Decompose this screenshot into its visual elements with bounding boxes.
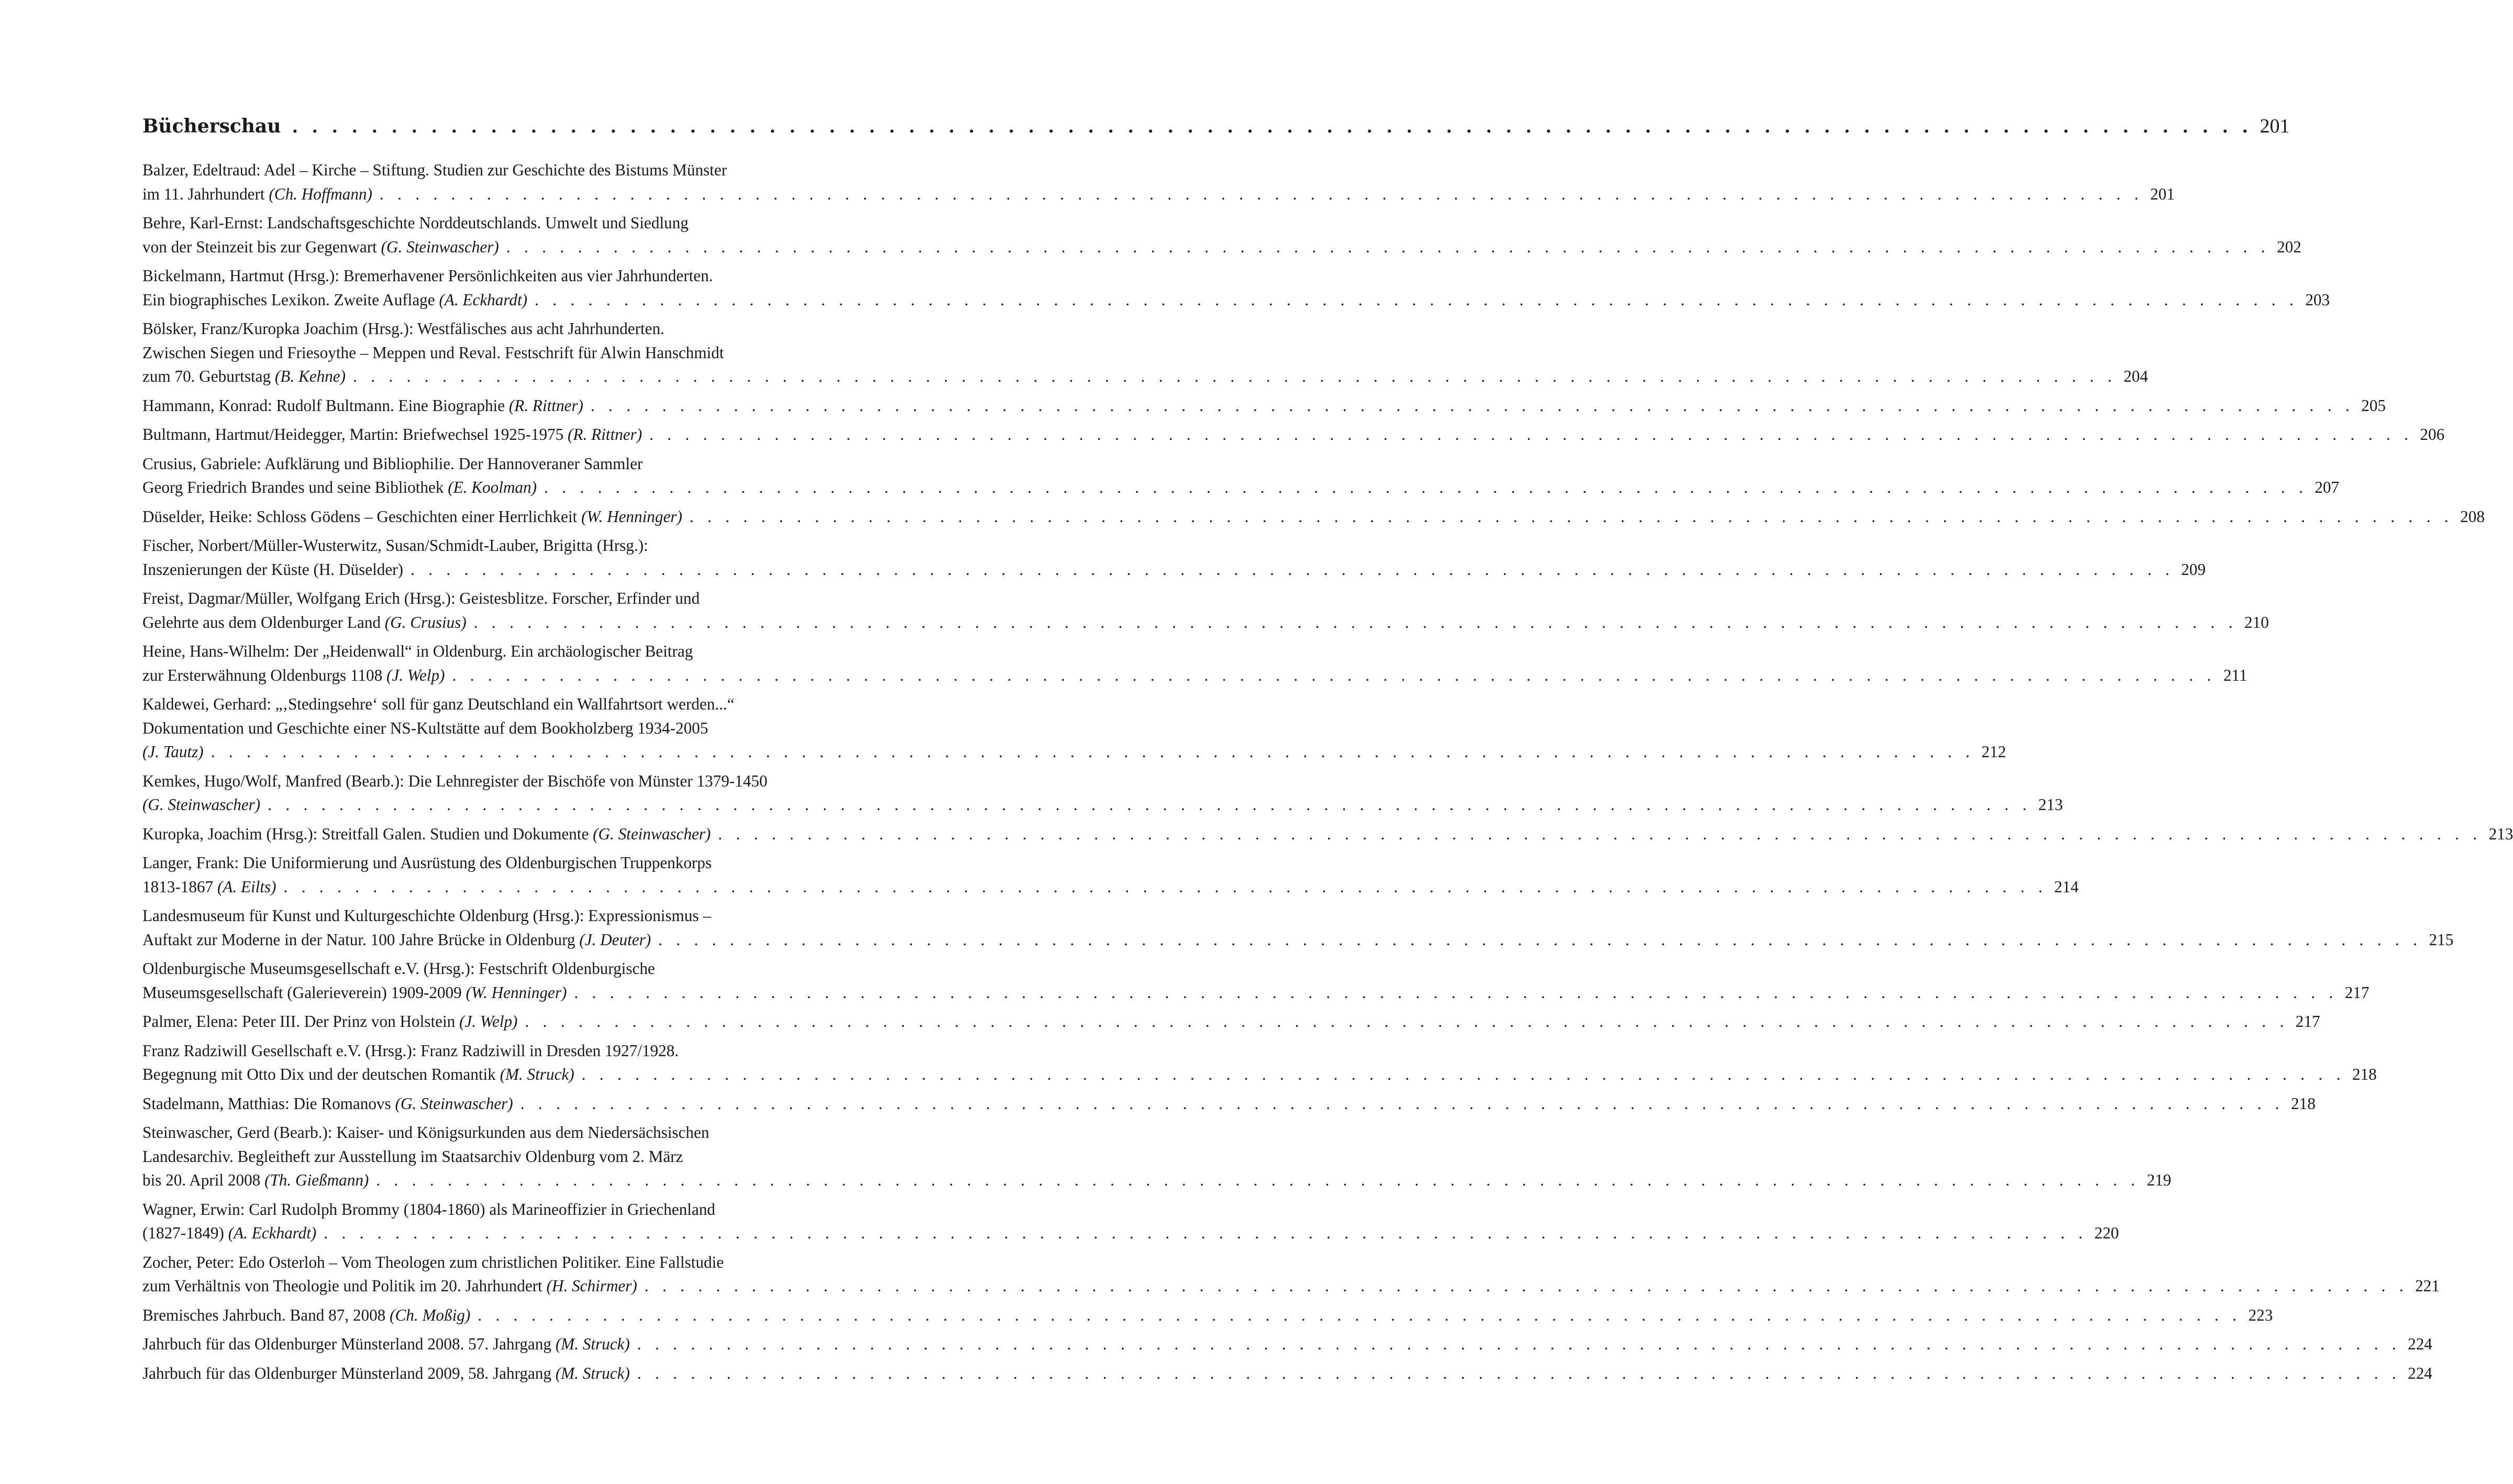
entry-last-line bbox=[142, 875, 2079, 899]
entry-last-line bbox=[142, 182, 2175, 206]
entry-last-line bbox=[142, 558, 2206, 582]
entry-last-line bbox=[142, 235, 2301, 259]
toc-entry bbox=[142, 1092, 2316, 1116]
entry-reviewer: (A. Eckhardt) bbox=[439, 290, 527, 309]
entry-reviewer: (G. Steinwascher) bbox=[381, 237, 499, 256]
entry-title-end: Bremisches Jahrbuch. Band 87, 2008 bbox=[142, 1305, 386, 1324]
entry-page-number: 213 bbox=[2038, 795, 2063, 814]
dot-leader: . . . . . . . . . . . . . . . . . . . . . . . . . . . . . . . . . . . . . . . . . . . . . . . . . . . . . . . . . . . . . . . . . . . . . . . . . . . . . . . . . . . . . . . . . . . . . . . . . . . bbox=[658, 930, 2422, 949]
dot-leader: . . . . . . . . . . . . . . . . . . . . . . . . . . . . . . . . . . . . . . . . . . . . . . . . . . . . . . . . . . . . . . . . . . . . . . . . . . . . . . . . . . . . . . . . . . . . . . . . . . . bbox=[644, 1277, 2408, 1295]
entry-page-number: 221 bbox=[2415, 1277, 2440, 1295]
entry-line: Heine, Hans-Wilhelm: Der „Heidenwall“ in Oldenburg. Ein archäologischer Beitrag bbox=[142, 642, 693, 660]
entry-page-number: 201 bbox=[2150, 184, 2175, 203]
section-heading bbox=[142, 115, 2290, 137]
entry-line: Crusius, Gabriele: Aufklärung und Bibliophilie. Der Hannoveraner Sammler bbox=[142, 454, 643, 473]
entry-text bbox=[142, 364, 346, 389]
entry-last-line bbox=[142, 1010, 2320, 1034]
entry-text bbox=[142, 1010, 517, 1034]
section-page-number: 201 bbox=[2260, 115, 2290, 137]
entry-reviewer: (B. Kehne) bbox=[274, 367, 346, 385]
entry-last-line bbox=[142, 981, 2370, 1005]
entry-reviewer: (J. Deuter) bbox=[579, 930, 651, 949]
entry-page-number: 217 bbox=[2295, 1012, 2320, 1031]
entry-reviewer: (J. Welp) bbox=[459, 1012, 518, 1031]
entry-reviewer: (G. Steinwascher) bbox=[395, 1094, 513, 1113]
entry-reviewer: (W. Henninger) bbox=[581, 507, 682, 526]
entry-text bbox=[142, 663, 445, 688]
entry-text bbox=[142, 740, 204, 764]
toc-entry bbox=[142, 1332, 2432, 1356]
entry-text bbox=[142, 475, 537, 500]
toc-entry bbox=[142, 1121, 2172, 1192]
entry-page-number: 203 bbox=[2305, 290, 2330, 309]
dot-leader: . . . . . . . . . . . . . . . . . . . . . . . . . . . . . . . . . . . . . . . . . . . . . . . . . . . . . . . . . . . . . . . . . . . . . . . . . . . . . . . . . . . . . . . . . . . . . . . . . . . bbox=[581, 1065, 2345, 1083]
entry-reviewer: (A. Eilts) bbox=[217, 877, 276, 896]
entry-text bbox=[142, 1274, 637, 1298]
entry-title-end: Jahrbuch für das Oldenburger Münsterland 2009, 58. Jahrgang bbox=[142, 1364, 551, 1382]
entry-reviewer: (A. Eckhardt) bbox=[228, 1224, 317, 1242]
entry-last-line bbox=[142, 394, 2386, 418]
toc-entry bbox=[142, 851, 2079, 899]
dot-leader: . . . . . . . . . . . . . . . . . . . . . . . . . . . . . . . . . . . . . . . . . . . . . . . . . . . . . . . . . . . . . . . . . . . . . . . . . . . . . . . . . . . . . . . . . . . . . . . . . . . bbox=[283, 877, 2047, 896]
entry-page-number: 224 bbox=[2408, 1335, 2432, 1353]
entry-line: Zocher, Peter: Edo Osterloh – Vom Theologen zum christlichen Politiker. Eine Fallstudie bbox=[142, 1253, 724, 1271]
entry-text bbox=[142, 235, 499, 259]
entry-last-line bbox=[142, 611, 2269, 635]
entry-reviewer: (J. Tautz) bbox=[142, 743, 204, 761]
entry-title-end: Stadelmann, Matthias: Die Romanovs bbox=[142, 1094, 391, 1113]
dot-leader: . . . . . . . . . . . . . . . . . . . . . . . . . . . . . . . . . . . . . . . . . . . . . . . . . . . . . . . . . . . . . . . . . . . . . . . . . . . . . . . . . . . . . . . . . . . . . . . . . . . bbox=[410, 560, 2175, 579]
dot-leader: . . . . . . . . . . . . . . . . . . . . . . . . . . . . . . . . . . . . . . . . . . . . . . . . . . . . . . . . . . . . . . . . . . . . . . . . . . . . . . . . . . . . . . . . . . . . . . . . . . . bbox=[478, 1305, 2242, 1324]
toc-entry bbox=[142, 394, 2386, 418]
entry-text bbox=[142, 875, 276, 899]
entry-reviewer: (G. Crusius) bbox=[384, 613, 467, 632]
toc-entry bbox=[142, 264, 2330, 312]
toc-entry bbox=[142, 1039, 2377, 1087]
entry-page-number: 215 bbox=[2429, 930, 2454, 949]
toc-entry bbox=[142, 639, 2248, 687]
dot-leader: . . . . . . . . . . . . . . . . . . . . . . . . . . . . . . . . . . . . . . . . . . . . . . . . . . . . . . . . . . . . . . . . . . . . . . . . . . . . . . . . . . . . . . . . . . . . . . . . . . . bbox=[637, 1335, 2401, 1353]
entry-last-line bbox=[142, 505, 2485, 529]
entry-title-end: Jahrbuch für das Oldenburger Münsterland 2008. 57. Jahrgang bbox=[142, 1335, 551, 1353]
section-title: Bücherschau bbox=[142, 115, 281, 137]
toc-entry bbox=[142, 158, 2175, 206]
entry-text bbox=[142, 793, 260, 817]
entry-reviewer: (R. Rittner) bbox=[568, 425, 643, 444]
entry-reviewer: (M. Struck) bbox=[555, 1364, 630, 1382]
toc-entry bbox=[142, 317, 2149, 389]
dot-leader: . . . . . . . . . . . . . . . . . . . . . . . . . . . . . . . . . . . . . . . . . . . . . . . . . . . . . . . . . . . . . . . . . . . . . . . . . . . . . . . . . . . . . . . . . . . . . . . . . . . bbox=[525, 1012, 2289, 1031]
dot-leader: . . . . . . . . . . . . . . . . . . . . . . . . . . . . . . . . . . . . . . . . . . . . . . . . . . . . . . . . . . . . . . . . . . . . . . . . . . . . . . . . . . . . . . . . . . . . . . . . . . . bbox=[590, 396, 2355, 415]
dot-leader: . . . . . . . . . . . . . . . . . . . . . . . . . . . . . . . . . . . . . . . . . . . . . . . . . . . . . . . . . . . . . . . . . . . . . . . . . . . . . . . . . . . . . . . . . . . . . . . . . . . bbox=[473, 613, 2238, 632]
entry-line: Zwischen Siegen und Friesoythe – Meppen und Reval. Festschrift für Alwin Hanschmidt bbox=[142, 343, 724, 362]
entry-line: Kemkes, Hugo/Wolf, Manfred (Bearb.): Die Lehnregister der Bischöfe von Münster 1379-1450 bbox=[142, 771, 768, 790]
toc-entry bbox=[142, 452, 2340, 500]
entry-line: Behre, Karl-Ernst: Landschaftsgeschichte Norddeutschlands. Umwelt und Siedlung bbox=[142, 214, 689, 232]
entry-reviewer: (Th. Gießmann) bbox=[264, 1171, 369, 1189]
entry-reviewer: (Ch. Moßig) bbox=[390, 1305, 471, 1324]
entry-last-line bbox=[142, 364, 2149, 389]
entry-line: Wagner, Erwin: Carl Rudolph Brommy (1804-1860) als Marineoffizier in Griechenland bbox=[142, 1200, 715, 1219]
dot-leader: . . . . . . . . . . . . . . . . . . . . . . . . . . . . . . . . . . . . . . . . . . . . . . . . . . . . . . . . . . . . . . . . . . . . . . . . . . . . . . . . . . . . . . . . . . . . . . . . . . . bbox=[649, 425, 2414, 444]
entry-text bbox=[142, 1303, 470, 1327]
entry-text bbox=[142, 288, 527, 312]
dot-leader: . . . . . . . . . . . . . . . . . . . . . . . . . . . . . . . . . . . . . . . . . . . . . . . . . . . . . . . . . . . . . . . . . . . . . . . . . . . . . . . . . . . . . . . . . . . . . . . . . . . bbox=[452, 666, 2216, 684]
entry-page-number: 220 bbox=[2094, 1224, 2119, 1242]
entry-title-end: zum 70. Geburtstag bbox=[142, 367, 271, 385]
entry-text bbox=[142, 394, 583, 418]
entry-title-end: (1827-1849) bbox=[142, 1224, 224, 1242]
entry-title-end: bis 20. April 2008 bbox=[142, 1171, 261, 1189]
entry-line: Oldenburgische Museumsgesellschaft e.V. (Hrsg.): Festschrift Oldenburgische bbox=[142, 959, 655, 978]
toc-entry bbox=[142, 822, 2513, 846]
entry-text bbox=[142, 822, 711, 846]
entry-page-number: 204 bbox=[2123, 367, 2149, 385]
entry-page-number: 219 bbox=[2146, 1171, 2172, 1189]
toc-entry bbox=[142, 1010, 2320, 1034]
toc-entry bbox=[142, 769, 2063, 817]
entry-text bbox=[142, 1332, 630, 1356]
entry-line: Bickelmann, Hartmut (Hrsg.): Bremerhavener Persönlichkeiten aus vier Jahrhunderten. bbox=[142, 267, 713, 285]
entry-text bbox=[142, 611, 467, 635]
entry-title-end: Georg Friedrich Brandes und seine Bibliothek bbox=[142, 478, 444, 496]
entry-title-end: zur Ersterwähnung Oldenburgs 1108 bbox=[142, 666, 383, 684]
entry-title-end: zum Verhältnis von Theologie und Politik im 20. Jahrhundert bbox=[142, 1277, 543, 1295]
entry-last-line bbox=[142, 928, 2454, 952]
entry-page-number: 210 bbox=[2244, 613, 2269, 632]
toc-entry bbox=[142, 423, 2445, 447]
entry-reviewer: (E. Koolman) bbox=[448, 478, 537, 496]
entry-title-end: Auftakt zur Moderne in der Natur. 100 Jahre Brücke in Oldenburg bbox=[142, 930, 575, 949]
entry-title-end: Begegnung mit Otto Dix und der deutschen Romantik bbox=[142, 1065, 496, 1083]
entry-reviewer: (Ch. Hoffmann) bbox=[269, 184, 372, 203]
entry-reviewer: (G. Steinwascher) bbox=[142, 795, 261, 814]
entry-page-number: 217 bbox=[2344, 983, 2370, 1002]
entry-last-line bbox=[142, 793, 2063, 817]
page bbox=[142, 0, 2513, 1484]
entry-line: Steinwascher, Gerd (Bearb.): Kaiser- und Königsurkunden aus dem Niedersächsischen bbox=[142, 1123, 710, 1142]
entry-page-number: 207 bbox=[2315, 478, 2340, 496]
entry-title-end: Museumsgesellschaft (Galerieverein) 1909-2009 bbox=[142, 983, 462, 1002]
entry-last-line bbox=[142, 1062, 2377, 1087]
entry-line: Landesmuseum für Kunst und Kulturgeschichte Oldenburg (Hrsg.): Expressionismus – bbox=[142, 906, 711, 925]
entry-line: Langer, Frank: Die Uniformierung und Ausrüstung des Oldenburgischen Truppenkorps bbox=[142, 854, 712, 872]
entry-text bbox=[142, 182, 372, 206]
entry-title-end: Ein biographisches Lexikon. Zweite Auflage bbox=[142, 290, 435, 309]
entry-text bbox=[142, 1092, 513, 1116]
dot-leader: . . . . . . . . . . . . . . . . . . . . . . . . . . . . . . . . . . . . . . . . . . . . . . . . . . . . . . . . . . . . . . . . . . . . . . . . . . . . . . . . . . . . . . . . . . . . . . . . . . . bbox=[718, 824, 2482, 843]
dot-leader: . . . . . . . . . . . . . . . . . . . . . . . . . . . . . . . . . . . . . . . . . . . . . . . . . . . . . . . . . . . . . . . . . . . . . . . . . . . . . . . . . . . . . . . . . . . . . . . . . . . bbox=[211, 743, 1975, 761]
entry-text bbox=[142, 1221, 316, 1245]
entry-page-number: 218 bbox=[2291, 1094, 2316, 1113]
entry-page-number: 218 bbox=[2352, 1065, 2377, 1083]
entry-title-end: Kuropka, Joachim (Hrsg.): Streitfall Galen. Studien und Dokumente bbox=[142, 824, 589, 843]
entry-page-number: 223 bbox=[2248, 1305, 2273, 1324]
toc-entry bbox=[142, 957, 2370, 1004]
entry-title-end: Hammann, Konrad: Rudolf Bultmann. Eine Biographie bbox=[142, 396, 505, 415]
entry-reviewer: (J. Welp) bbox=[386, 666, 445, 684]
entry-last-line bbox=[142, 822, 2513, 846]
dot-leader: . . . . . . . . . . . . . . . . . . . . . . . . . . . . . . . . . . . . . . . . . . . . . . . . . . . . . . . . . . . . . . . . . . . . . . . . . . . . . . . . . . . . . . . . . . . . . . . . . . . bbox=[520, 1094, 2284, 1113]
entry-reviewer: (R. Rittner) bbox=[508, 396, 583, 415]
toc-entry bbox=[142, 586, 2269, 634]
toc-entry bbox=[142, 211, 2301, 259]
entry-title-end: Inszenierungen der Küste (H. Düselder) bbox=[142, 560, 403, 579]
entry-reviewer: (M. Struck) bbox=[555, 1335, 630, 1353]
entry-last-line bbox=[142, 1332, 2432, 1356]
entry-text bbox=[142, 558, 403, 582]
entry-reviewer: (W. Henninger) bbox=[466, 983, 567, 1002]
entry-text bbox=[142, 1062, 574, 1087]
entry-text bbox=[142, 1168, 369, 1192]
entry-last-line bbox=[142, 1303, 2273, 1327]
dot-leader: . . . . . . . . . . . . . . . . . . . . . . . . . . . . . . . . . . . . . . . . . . . . . . . . . . . . . . . . . . . . . . . . . . . . . . . . . . . . . . . . . . . . . . . . . . . . . . . . . . . bbox=[637, 1364, 2401, 1382]
entry-line: Balzer, Edeltraud: Adel – Kirche – Stiftung. Studien zur Geschichte des Bistums Münster bbox=[142, 161, 727, 179]
entry-text bbox=[142, 423, 642, 447]
entry-title-end: Bultmann, Hartmut/Heidegger, Martin: Briefwechsel 1925-1975 bbox=[142, 425, 564, 444]
entry-line: Kaldewei, Gerhard: „‚Stedingsehre‘ soll für ganz Deutschland ein Wallfahrtsort werden...“ bbox=[142, 695, 735, 713]
entry-page-number: 208 bbox=[2460, 507, 2485, 526]
toc-entry bbox=[142, 1361, 2432, 1386]
entry-title-end: 1813-1867 bbox=[142, 877, 214, 896]
entry-title-end: Palmer, Elena: Peter III. Der Prinz von Holstein bbox=[142, 1012, 456, 1031]
toc-entry bbox=[142, 505, 2485, 529]
entry-line: Dokumentation und Geschichte einer NS-Kultstätte auf dem Bookholzberg 1934-2005 bbox=[142, 718, 708, 737]
entry-line: Franz Radziwill Gesellschaft e.V. (Hrsg.): Franz Radziwill in Dresden 1927/1928. bbox=[142, 1041, 679, 1060]
dot-leader: . . . . . . . . . . . . . . . . . . . . . . . . . . . . . . . . . . . . . . . . . . . . . . . . . . . . . . . . . . . . . . . . . . . . . . . . . . . . . . . . . . . . . . . . . . . . . . . . . . . bbox=[506, 237, 2270, 256]
entry-reviewer: (H. Schirmer) bbox=[546, 1277, 637, 1295]
entry-last-line bbox=[142, 1092, 2316, 1116]
entry-last-line bbox=[142, 1221, 2119, 1245]
toc-entry bbox=[142, 1198, 2119, 1245]
entry-last-line bbox=[142, 475, 2340, 500]
dot-leader: . . . . . . . . . . . . . . . . . . . . . . . . . . . . . . . . . . . . . . . . . . . . . . . . . . . . . . . . . . . . . . . . . . . . . . . . . . . . . . . . . . . . . . . . . . . . . . . . . . . bbox=[574, 983, 2338, 1002]
dot-leader: . . . . . . . . . . . . . . . . . . . . . . . . . . . . . . . . . . . . . . . . . . . . . . . . . . . . . . . . . . . . . . . . . . . . . . . . . . . . . . . . . . . . . . . . . . . . . . . . . . . bbox=[535, 290, 2299, 309]
entry-line: Fischer, Norbert/Müller-Wusterwitz, Susan/Schmidt-Lauber, Brigitta (Hrsg.): bbox=[142, 536, 648, 555]
entry-last-line bbox=[142, 1361, 2432, 1386]
entry-page-number: 209 bbox=[2181, 560, 2206, 579]
entry-text bbox=[142, 1361, 630, 1386]
entry-text bbox=[142, 928, 651, 952]
entry-reviewer: (M. Struck) bbox=[500, 1065, 574, 1083]
toc-entry bbox=[142, 1250, 2440, 1298]
dot-leader: . . . . . . . . . . . . . . . . . . . . . . . . . . . . . . . . . . . . . . . . . . . . . . . . . . . . . . . . . . . . . . . . . . . . . . . . . . . . . . . . . . . . . . . . . . . . . . . . . . . bbox=[689, 507, 2453, 526]
entry-line: Bölsker, Franz/Kuropka Joachim (Hrsg.): Westfälisches aus acht Jahrhunderten. bbox=[142, 319, 665, 338]
entry-last-line bbox=[142, 423, 2445, 447]
entry-page-number: 214 bbox=[2054, 877, 2079, 896]
entry-text bbox=[142, 505, 682, 529]
entry-last-line bbox=[142, 1274, 2440, 1298]
entry-last-line bbox=[142, 288, 2330, 312]
entry-reviewer: (G. Steinwascher) bbox=[593, 824, 711, 843]
dot-leader: . . . . . . . . . . . . . . . . . . . . . . . . . . . . . . . . . . . . . . . . . . . . . . . . . . . . . . . . . . . . . . . . . . . . . . . . . . . . . . . . . . . . . . . . . . . . . . . . . . . bbox=[379, 184, 2143, 203]
dot-leader: . . . . . . . . . . . . . . . . . . . . . . . . . . . . . . . . . . . . . . . . . . . . . . . . . . . . . . . . . . . . . . . . . . . . . . . . . . . . . . . . . . . . . . . . . . . . . . . . . . . bbox=[353, 367, 2117, 385]
toc-entry bbox=[142, 692, 2006, 764]
dot-leader: . . . . . . . . . . . . . . . . . . . . . . . . . . . . . . . . . . . . . . . . . . . . . . . . . . . . . . . . . . . . . . . . . . . . . . . . . . . . . . . . . . . . . . . . . . . . . . . . . . . bbox=[268, 795, 2032, 814]
toc-entry bbox=[142, 904, 2454, 951]
dot-leader: . . . . . . . . . . . . . . . . . . . . . . . . . . . . . . . . . . . . . . . . . . . . . . . . . . . . . . . . . . . . . . . . . . . . . . . . . . . . . . . . . . . . . . . . . . . . . . . . . . . bbox=[324, 1224, 2088, 1242]
entry-title-end: Gelehrte aus dem Oldenburger Land bbox=[142, 613, 381, 632]
entry-page-number: 206 bbox=[2420, 425, 2445, 444]
entry-page-number: 202 bbox=[2277, 237, 2301, 256]
entry-line: Landesarchiv. Begleitheft zur Ausstellung im Staatsarchiv Oldenburg vom 2. März bbox=[142, 1147, 683, 1166]
toc-entries bbox=[142, 158, 2513, 1390]
dot-leader: . . . . . . . . . . . . . . . . . . . . . . . . . . . . . . . . . . . . . . . . . . . . . . . . . . . . . . . . . . . . . . . . . . . . . . . . . . . . . . . . . . . . . . . . . . . . . . . . . . . bbox=[292, 115, 2253, 137]
entry-line: Freist, Dagmar/Müller, Wolfgang Erich (Hrsg.): Geistesblitze. Forscher, Erfinder und bbox=[142, 589, 700, 607]
entry-page-number: 224 bbox=[2408, 1364, 2432, 1382]
entry-text bbox=[142, 981, 567, 1005]
entry-last-line bbox=[142, 740, 2006, 764]
dot-leader: . . . . . . . . . . . . . . . . . . . . . . . . . . . . . . . . . . . . . . . . . . . . . . . . . . . . . . . . . . . . . . . . . . . . . . . . . . . . . . . . . . . . . . . . . . . . . . . . . . . bbox=[376, 1171, 2140, 1189]
entry-page-number: 205 bbox=[2361, 396, 2386, 415]
entry-title-end: im 11. Jahrhundert bbox=[142, 184, 265, 203]
dot-leader: . . . . . . . . . . . . . . . . . . . . . . . . . . . . . . . . . . . . . . . . . . . . . . . . . . . . . . . . . . . . . . . . . . . . . . . . . . . . . . . . . . . . . . . . . . . . . . . . . . . bbox=[544, 478, 2308, 496]
entry-page-number: 213 bbox=[2488, 824, 2513, 843]
entry-page-number: 211 bbox=[2223, 666, 2248, 684]
entry-title-end: von der Steinzeit bis zur Gegenwart bbox=[142, 237, 377, 256]
entry-last-line bbox=[142, 1168, 2172, 1192]
toc-entry bbox=[142, 534, 2206, 581]
entry-last-line bbox=[142, 663, 2248, 688]
entry-title-end: Düselder, Heike: Schloss Gödens – Geschichten einer Herrlichkeit bbox=[142, 507, 578, 526]
entry-page-number: 212 bbox=[1981, 743, 2006, 761]
toc-entry bbox=[142, 1303, 2273, 1327]
